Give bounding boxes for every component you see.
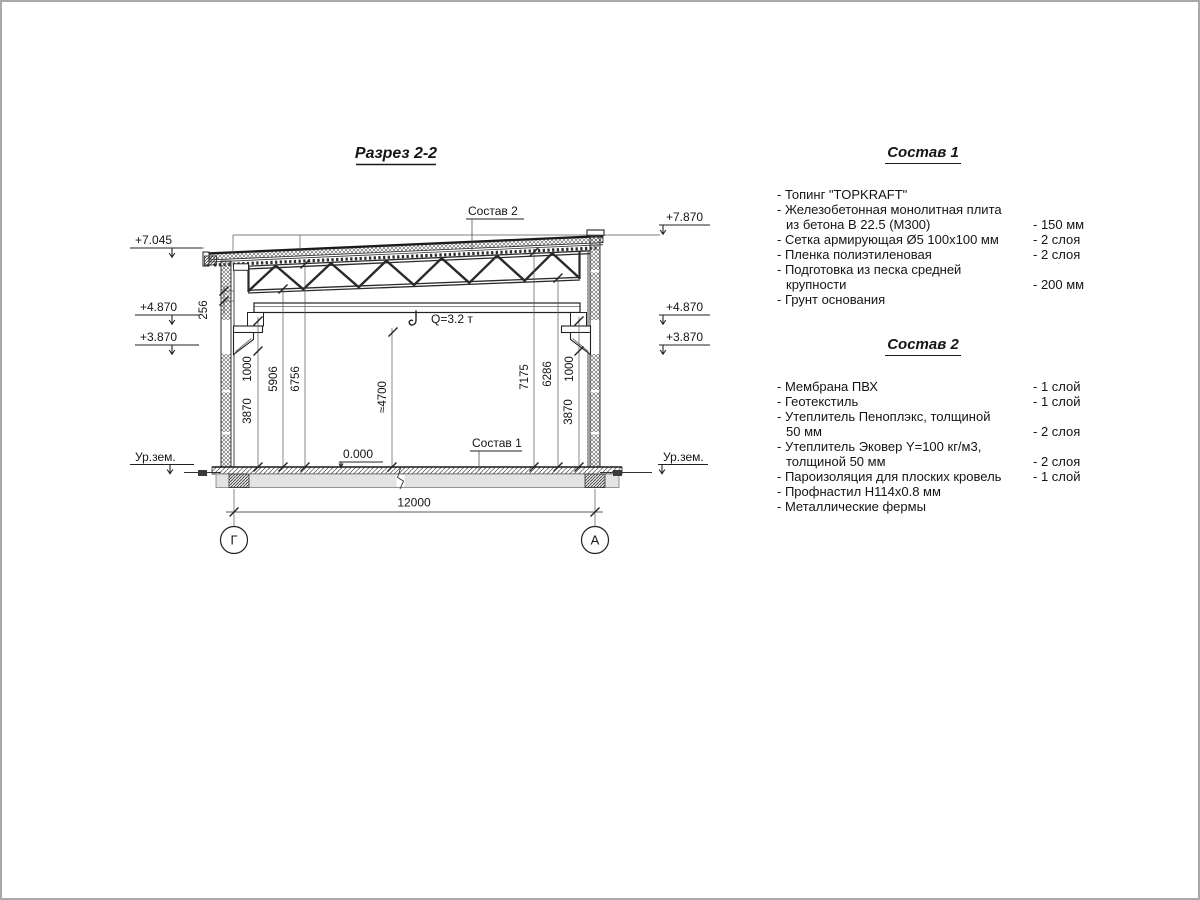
ground-label-right: Ур.зем. [663,450,704,464]
right-foundation-block [585,474,605,488]
sostav1-ref-label: Состав 1 [472,436,522,450]
comp1-item-name: - Топинг "TOPKRAFT" [777,187,908,202]
span-dim-label: 12000 [397,495,431,510]
sand-bed-band [216,474,619,488]
comp2-item-name: - Пароизоляция для плоских кровель [777,469,1002,484]
dim-3870-right: 3870 [563,399,575,425]
comp2-item-value: - 1 слой [1033,379,1081,394]
dimension-ticks [220,248,584,472]
roof-left-gutter [205,256,217,265]
left-wall-joint [222,432,231,434]
left-wall-gap [222,320,231,354]
zero-level-label: 0.000 [343,447,374,461]
comp2-item-name: - Геотекстиль [777,394,859,409]
comp1-item-value: - 2 слоя [1033,247,1081,262]
comp2-item-name: - Профнастил Н114х0.8 мм [777,484,941,499]
comp1-item-name: - Грунт основания [777,292,886,307]
comp1-item-value: - 200 мм [1033,277,1085,292]
axis-letter-g: Г [230,532,238,548]
elev-7870: +7.870 [666,210,704,224]
comp1-item-value: - 2 слоя [1033,232,1081,247]
comp2-item-name: - Утеплитель Пеноплэкс, толщиной 50 мм [777,409,991,439]
dim-256: 256 [198,300,210,320]
roof-insulation-band [206,237,603,260]
axis-letter-a: А [590,532,600,548]
comp2-item-value: - 1 слой [1033,469,1081,484]
composition-1 [777,144,1095,307]
comp1-item-name: - Подготовка из песка средней крупности [777,262,962,292]
crane-beam [254,303,580,313]
comp2-item-value: - 2 слоя [1033,424,1081,439]
right-corbel-plate [562,326,591,333]
dim-7175: 7175 [519,364,531,390]
composition-2-header [777,336,1095,356]
comp2-item-value: - 1 слой [1033,394,1081,409]
left-foundation-block [229,474,249,488]
dim-5906: 5906 [268,366,280,392]
left-wall-joint [222,390,231,392]
elevation-markers-left [130,233,202,474]
elev-3870-left: +3.870 [140,330,178,344]
right-wall-joint [591,432,600,434]
drawing-title [355,145,437,165]
comp1-item-name: - Железобетонная монолитная плита из бетона В 22.5 (М300) [777,202,1002,232]
dim-3870-left: 3870 [242,398,254,424]
comp2-item-name: - Мембрана ПВХ [777,379,878,394]
sostav2-ref-label: Состав 2 [468,204,518,218]
left-edge-detail [198,470,207,476]
comp1-item-name: - Сетка армирующая Ø5 100х100 мм [777,232,999,247]
elev-4870-right: +4.870 [666,300,704,314]
composition-1-header [777,144,1095,164]
comp2-item-name: - Металлические фермы [777,499,926,514]
composition-2-title: Состав 2 [885,336,961,356]
truss-left-seat [234,264,249,271]
slab-hatched-strip [212,467,622,474]
crane-capacity-label: Q=3.2 т [431,312,473,326]
dim-6756: 6756 [290,366,302,392]
dim-6286: 6286 [542,361,554,387]
comp1-item-name: - Пленка полиэтиленовая [777,247,932,262]
comp2-item-name: - Утеплитель Эковер Y=100 кг/м3, толщиной 50 мм [777,439,982,469]
elev-4870-left: +4.870 [140,300,178,314]
dim-1000-right: 1000 [564,356,576,382]
right-wall-joint [591,390,600,392]
ground-label-left: Ур.зем. [135,450,176,464]
section-title: Разрез 2-2 [354,145,438,162]
composition-1-title: Состав 1 [885,144,961,164]
crane-runway [234,303,591,355]
composition-2 [777,336,1095,514]
crane-hook-icon [409,311,416,325]
elevation-markers-right [658,210,710,474]
right-wall-gap [591,320,600,354]
dim-4700: ≈4700 [377,381,389,413]
elev-3870-right: +3.870 [666,330,704,344]
right-wall-joint [591,270,600,272]
span-dimension [221,489,609,554]
crane-beam-right-pad [571,313,587,327]
elev-7045: +7.045 [135,233,173,247]
walls [221,236,600,468]
comp1-item-value: - 150 мм [1033,217,1085,232]
truss-bottom-chord-2 [248,280,580,293]
comp2-item-value: - 2 слоя [1033,454,1081,469]
right-edge-detail [613,470,622,476]
dim-1000-left: 1000 [242,356,254,382]
